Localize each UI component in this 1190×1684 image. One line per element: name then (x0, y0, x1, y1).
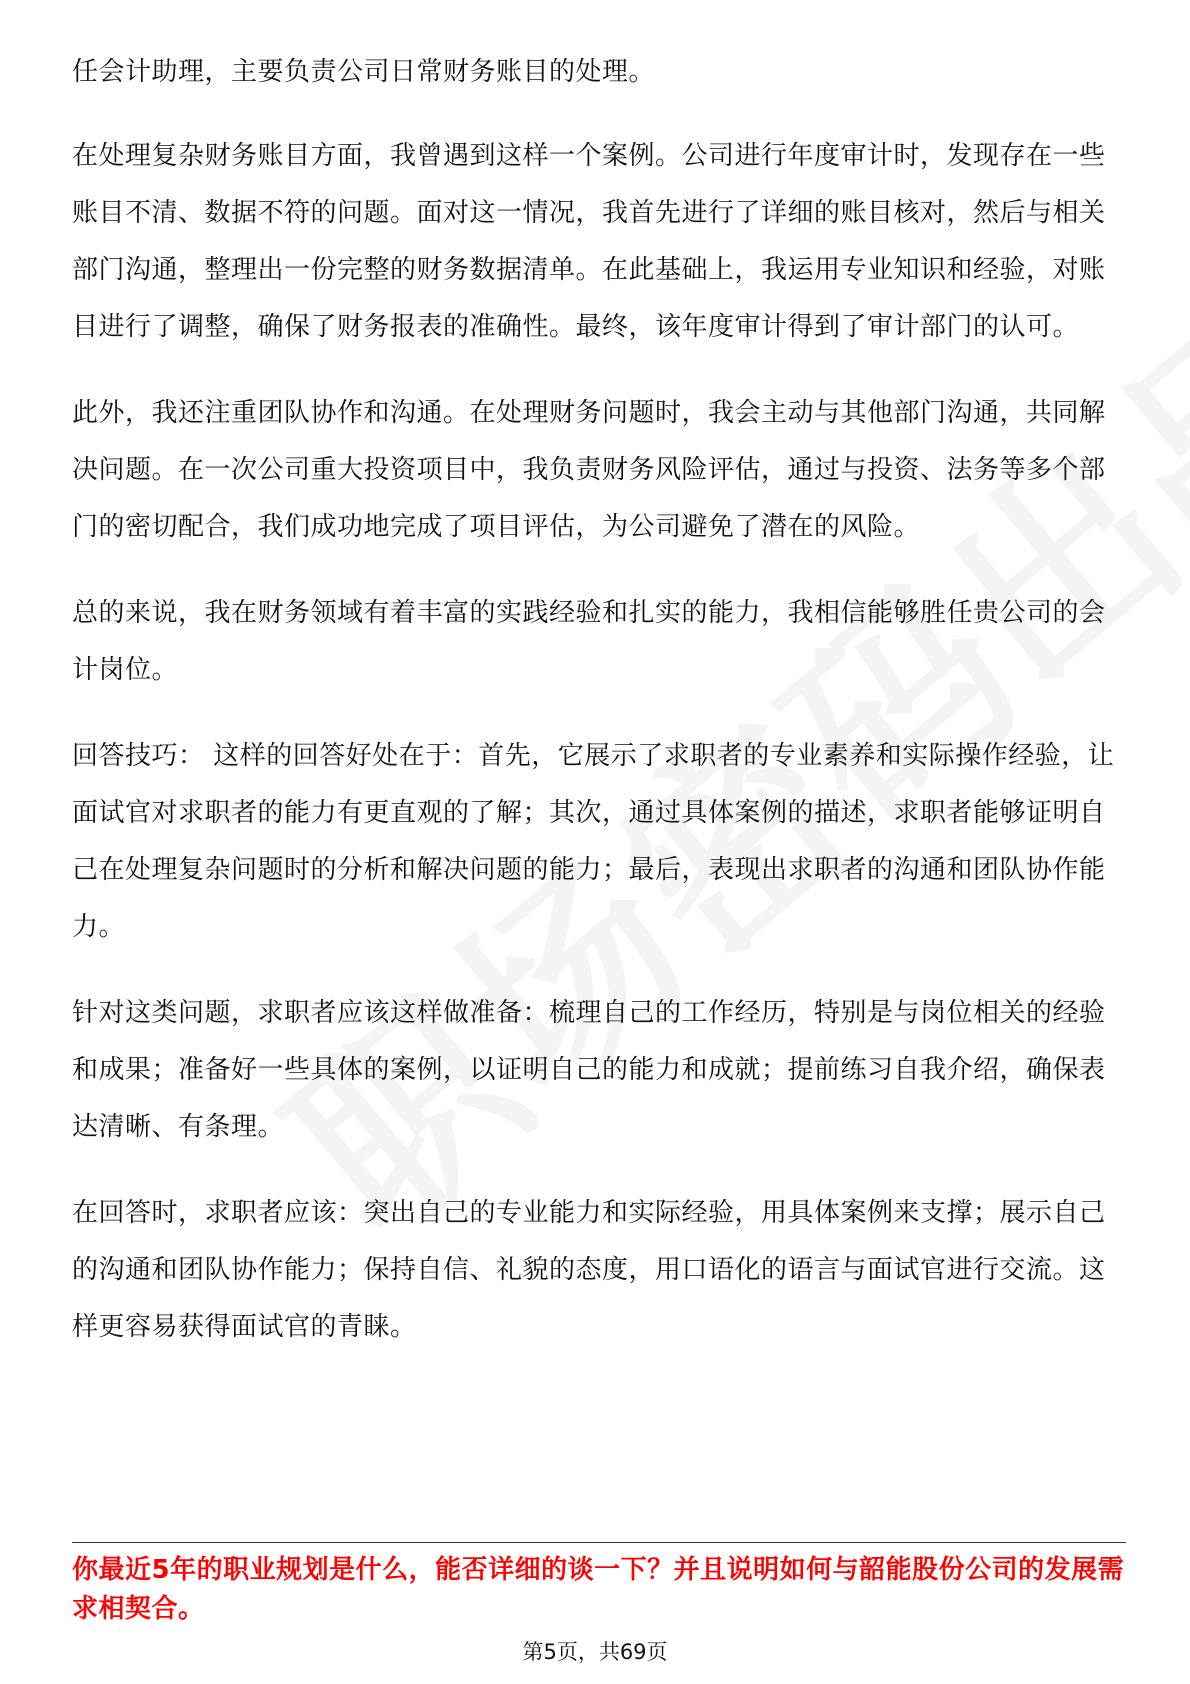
paragraph-1: 任会计助理，主要负责公司日常财务账目的处理。 (72, 57, 656, 87)
page-number: 第5页，共69页 (522, 1640, 668, 1664)
paragraph-6: 针对这类问题，求职者应该这样做准备：梳理自己的工作经历，特别是与岗位相关的经验和成果；准备好一些具体的案例，以证明自己的能力和成就；提前练习自我介绍，确保表达清晰、有条理。 (72, 998, 1106, 1142)
interview-question: 你最近5年的职业规划是什么，能否详细的谈一下？并且说明如何与韶能股份公司的发展需求相契合。 (72, 1555, 1125, 1624)
paragraph-7: 在回答时，求职者应该：突出自己的专业能力和实际经验，用具体案例来支撑；展示自己的沟通和团队协作能力；保持自信、礼貌的态度，用口语化的语言与面试官进行交流。这样更容易获得面试官的青睐。 (72, 1198, 1106, 1342)
paragraph-4: 总的来说，我在财务领域有着丰富的实践经验和扎实的能力，我相信能够胜任贵公司的会计岗位。 (72, 598, 1106, 685)
paragraph-3: 此外，我还注重团队协作和沟通。在处理财务问题时，我会主动与其他部门沟通，共同解决问题。在一次公司重大投资项目中，我负责财务风险评估，通过与投资、法务等多个部门的密切配合，我们成功地完成了项目评估，为公司避免了潜在的风险。 (72, 398, 1106, 542)
paragraph-2: 在处理复杂财务账目方面，我曾遇到这样一个案例。公司进行年度审计时，发现存在一些账目不清、数据不符的问题。面对这一情况，我首先进行了详细的账目核对，然后与相关部门沟通，整理出一份完整的财务数据清单。在此基础上，我运用专业知识和经验，对账目进行了调整，确保了财务报表的准确性。最终，该年度审计得到了审计部门的认可。 (72, 141, 1106, 342)
section-divider (72, 1542, 1126, 1543)
paragraph-5: 回答技巧： 这样的回答好处在于：首先，它展示了求职者的专业素养和实际操作经验，让面试官对求职者的能力有更直观的了解；其次，通过具体案例的描述，求职者能够证明自己在处理复杂问题时的分析和解决问题的能力；最后，表现出求职者的沟通和团队协作能力。 (72, 741, 1115, 942)
body-text (72, 44, 1122, 1385)
